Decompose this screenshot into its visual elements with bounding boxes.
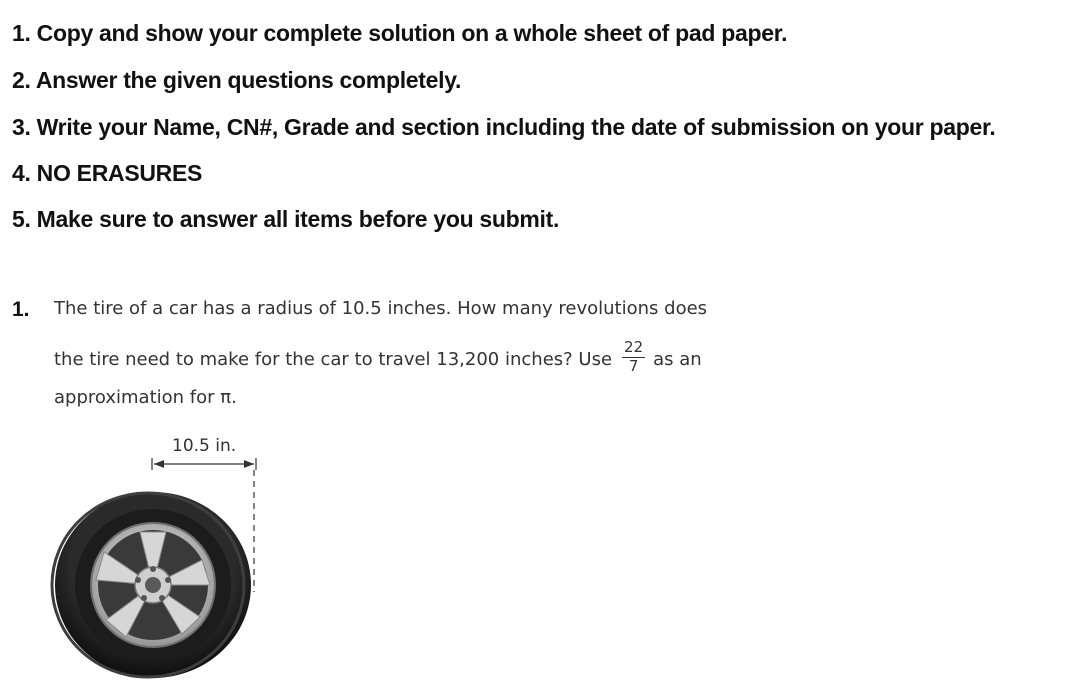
- question-line-1: The tire of a car has a radius of 10.5 inches. How many revolutions does: [54, 298, 708, 319]
- instruction-5: 5. Make sure to answer all items before you submit.: [12, 206, 560, 232]
- fraction-denominator: 7: [628, 357, 639, 375]
- pi-approximation-fraction: [622, 340, 645, 374]
- instruction-4: 4. NO ERASURES: [12, 160, 203, 186]
- question-line-2-end: as an: [653, 349, 702, 370]
- question-line-2: [54, 338, 702, 377]
- instruction-1: 1. Copy and show your complete solution on a whole sheet of pad paper.: [12, 20, 788, 46]
- instruction-3: 3. Write your Name, CN#, Grade and section including the date of submission on your paper.: [12, 114, 996, 140]
- tire-figure: [40, 452, 270, 687]
- question-number: 1.: [12, 298, 30, 321]
- tire-icon: [52, 492, 251, 678]
- question-line-3: approximation for π.: [54, 387, 237, 408]
- radius-label: 10.5 in.: [172, 436, 237, 456]
- fraction-numerator: 22: [624, 338, 644, 356]
- question-line-2-text: the tire need to make for the car to travel 13,200 inches? Use: [54, 349, 613, 370]
- instruction-2: 2. Answer the given questions completely.: [12, 67, 462, 93]
